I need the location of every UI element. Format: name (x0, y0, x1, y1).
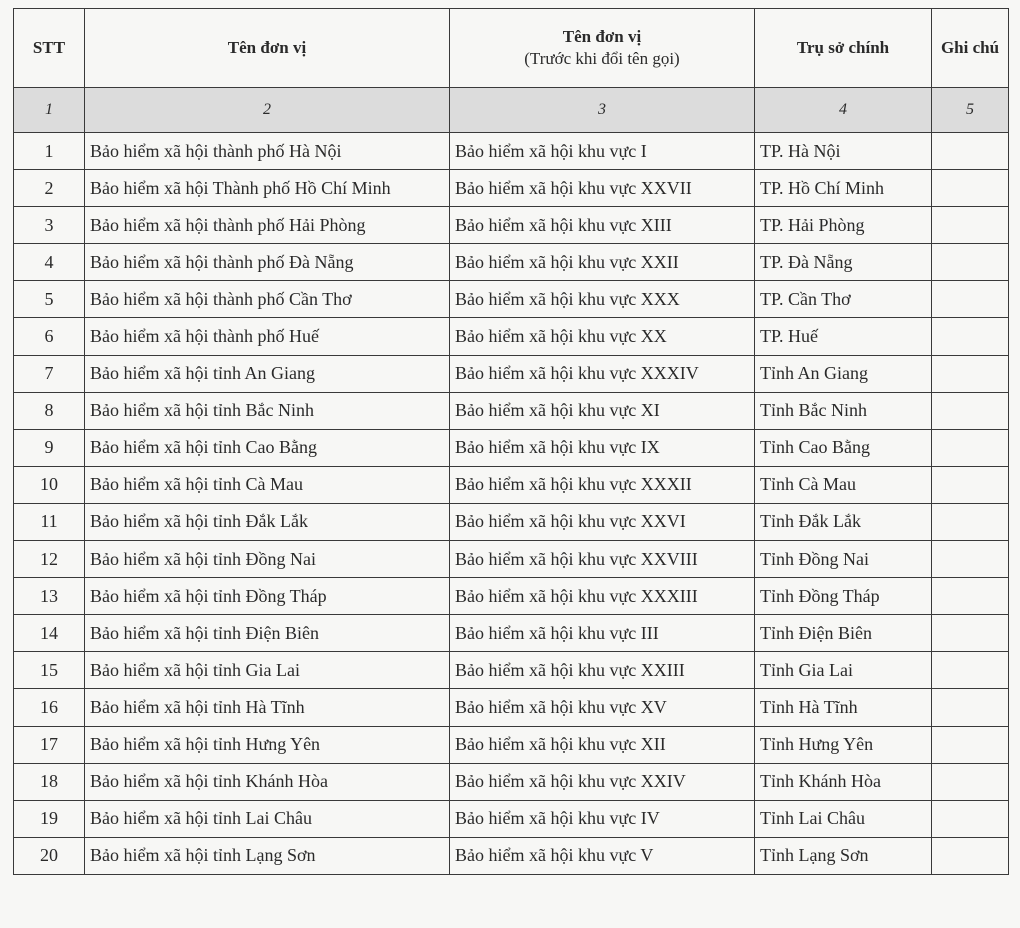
table-row (14, 726, 1009, 763)
cell-old-unit-name: Bảo hiểm xã hội khu vực XXX (450, 281, 755, 318)
unit-table (13, 8, 1009, 875)
cell-old-unit-name: Bảo hiểm xã hội khu vực XXVII (450, 170, 755, 207)
cell-stt: 3 (14, 207, 85, 244)
header-old-unit-name-title: Tên đơn vị (562, 27, 642, 46)
cell-stt: 17 (14, 726, 85, 763)
cell-stt: 12 (14, 541, 85, 578)
cell-unit-name: Bảo hiểm xã hội thành phố Đà Nẵng (85, 244, 450, 281)
table-row (14, 207, 1009, 244)
cell-old-unit-name: Bảo hiểm xã hội khu vực XI (450, 392, 755, 429)
cell-old-unit-name: Bảo hiểm xã hội khu vực XV (450, 689, 755, 726)
table-row (14, 244, 1009, 281)
table-row (14, 170, 1009, 207)
cell-notes (932, 281, 1009, 318)
cell-notes (932, 541, 1009, 578)
table-row (14, 392, 1009, 429)
cell-old-unit-name: Bảo hiểm xã hội khu vực XXII (450, 244, 755, 281)
table-row (14, 763, 1009, 800)
cell-old-unit-name: Bảo hiểm xã hội khu vực I (450, 133, 755, 170)
cell-old-unit-name: Bảo hiểm xã hội khu vực III (450, 615, 755, 652)
cell-old-unit-name: Bảo hiểm xã hội khu vực XXVIII (450, 541, 755, 578)
column-index: 2 (85, 88, 450, 133)
cell-old-unit-name: Bảo hiểm xã hội khu vực XXIII (450, 652, 755, 689)
cell-notes (932, 244, 1009, 281)
cell-notes (932, 578, 1009, 615)
table-row (14, 281, 1009, 318)
cell-notes (932, 170, 1009, 207)
cell-headquarters: Tỉnh Đắk Lắk (755, 503, 932, 540)
cell-old-unit-name: Bảo hiểm xã hội khu vực XXXIII (450, 578, 755, 615)
header-notes: Ghi chú (932, 9, 1009, 88)
cell-headquarters: Tỉnh Đồng Tháp (755, 578, 932, 615)
cell-stt: 7 (14, 355, 85, 392)
cell-unit-name: Bảo hiểm xã hội tỉnh Cao Bằng (85, 429, 450, 466)
cell-old-unit-name: Bảo hiểm xã hội khu vực XII (450, 726, 755, 763)
cell-stt: 16 (14, 689, 85, 726)
header-stt: STT (14, 9, 85, 88)
cell-stt: 11 (14, 503, 85, 540)
cell-unit-name: Bảo hiểm xã hội tỉnh Lạng Sơn (85, 837, 450, 874)
cell-unit-name: Bảo hiểm xã hội tỉnh An Giang (85, 355, 450, 392)
cell-stt: 18 (14, 763, 85, 800)
cell-headquarters: Tỉnh Điện Biên (755, 615, 932, 652)
cell-headquarters: Tỉnh Hà Tĩnh (755, 689, 932, 726)
cell-unit-name: Bảo hiểm xã hội Thành phố Hồ Chí Minh (85, 170, 450, 207)
cell-notes (932, 763, 1009, 800)
cell-notes (932, 689, 1009, 726)
table-row (14, 355, 1009, 392)
header-old-unit-name (450, 9, 755, 88)
cell-notes (932, 429, 1009, 466)
cell-old-unit-name: Bảo hiểm xã hội khu vực XXXII (450, 466, 755, 503)
cell-stt: 4 (14, 244, 85, 281)
cell-notes (932, 355, 1009, 392)
cell-unit-name: Bảo hiểm xã hội thành phố Hà Nội (85, 133, 450, 170)
cell-unit-name: Bảo hiểm xã hội tỉnh Đồng Nai (85, 541, 450, 578)
cell-stt: 10 (14, 466, 85, 503)
cell-headquarters: TP. Cần Thơ (755, 281, 932, 318)
column-index: 5 (932, 88, 1009, 133)
column-index: 4 (755, 88, 932, 133)
cell-notes (932, 726, 1009, 763)
cell-headquarters: Tỉnh Khánh Hòa (755, 763, 932, 800)
table-row (14, 837, 1009, 874)
cell-notes (932, 466, 1009, 503)
table-row (14, 503, 1009, 540)
header-row (14, 9, 1009, 88)
cell-headquarters: Tỉnh Đồng Nai (755, 541, 932, 578)
cell-notes (932, 652, 1009, 689)
cell-headquarters: TP. Hà Nội (755, 133, 932, 170)
cell-headquarters: Tỉnh Lạng Sơn (755, 837, 932, 874)
cell-unit-name: Bảo hiểm xã hội tỉnh Cà Mau (85, 466, 450, 503)
cell-notes (932, 615, 1009, 652)
cell-unit-name: Bảo hiểm xã hội tỉnh Hưng Yên (85, 726, 450, 763)
cell-stt: 14 (14, 615, 85, 652)
cell-unit-name: Bảo hiểm xã hội tỉnh Điện Biên (85, 615, 450, 652)
cell-old-unit-name: Bảo hiểm xã hội khu vực IV (450, 800, 755, 837)
cell-unit-name: Bảo hiểm xã hội tỉnh Khánh Hòa (85, 763, 450, 800)
table-row (14, 578, 1009, 615)
cell-notes (932, 503, 1009, 540)
column-index: 3 (450, 88, 755, 133)
cell-headquarters: Tỉnh Hưng Yên (755, 726, 932, 763)
cell-stt: 8 (14, 392, 85, 429)
cell-stt: 19 (14, 800, 85, 837)
cell-stt: 20 (14, 837, 85, 874)
cell-stt: 1 (14, 133, 85, 170)
table-row (14, 652, 1009, 689)
cell-unit-name: Bảo hiểm xã hội tỉnh Bắc Ninh (85, 392, 450, 429)
cell-unit-name: Bảo hiểm xã hội tỉnh Lai Châu (85, 800, 450, 837)
header-old-unit-name-subtitle: (Trước khi đổi tên gọi) (524, 49, 680, 68)
cell-notes (932, 800, 1009, 837)
cell-old-unit-name: Bảo hiểm xã hội khu vực XXIV (450, 763, 755, 800)
cell-stt: 5 (14, 281, 85, 318)
cell-headquarters: Tỉnh Bắc Ninh (755, 392, 932, 429)
table-row (14, 429, 1009, 466)
table-row (14, 318, 1009, 355)
cell-unit-name: Bảo hiểm xã hội tỉnh Hà Tĩnh (85, 689, 450, 726)
cell-headquarters: TP. Huế (755, 318, 932, 355)
cell-stt: 2 (14, 170, 85, 207)
table-row (14, 615, 1009, 652)
table-row (14, 466, 1009, 503)
cell-headquarters: Tỉnh Gia Lai (755, 652, 932, 689)
header-unit-name: Tên đơn vị (85, 9, 450, 88)
cell-unit-name: Bảo hiểm xã hội tỉnh Gia Lai (85, 652, 450, 689)
cell-notes (932, 207, 1009, 244)
cell-old-unit-name: Bảo hiểm xã hội khu vực XX (450, 318, 755, 355)
cell-stt: 15 (14, 652, 85, 689)
cell-stt: 13 (14, 578, 85, 615)
cell-unit-name: Bảo hiểm xã hội thành phố Huế (85, 318, 450, 355)
table-row (14, 800, 1009, 837)
cell-headquarters: Tỉnh Cà Mau (755, 466, 932, 503)
cell-stt: 6 (14, 318, 85, 355)
cell-notes (932, 837, 1009, 874)
cell-headquarters: Tỉnh Lai Châu (755, 800, 932, 837)
cell-notes (932, 133, 1009, 170)
cell-headquarters: TP. Hồ Chí Minh (755, 170, 932, 207)
cell-unit-name: Bảo hiểm xã hội thành phố Cần Thơ (85, 281, 450, 318)
cell-notes (932, 318, 1009, 355)
cell-notes (932, 392, 1009, 429)
header-headquarters: Trụ sở chính (755, 9, 932, 88)
table-row (14, 541, 1009, 578)
cell-headquarters: Tỉnh An Giang (755, 355, 932, 392)
cell-stt: 9 (14, 429, 85, 466)
cell-headquarters: TP. Đà Nẵng (755, 244, 932, 281)
cell-unit-name: Bảo hiểm xã hội tỉnh Đắk Lắk (85, 503, 450, 540)
cell-old-unit-name: Bảo hiểm xã hội khu vực XIII (450, 207, 755, 244)
cell-unit-name: Bảo hiểm xã hội tỉnh Đồng Tháp (85, 578, 450, 615)
table-row (14, 133, 1009, 170)
table-row (14, 689, 1009, 726)
cell-unit-name: Bảo hiểm xã hội thành phố Hải Phòng (85, 207, 450, 244)
column-index: 1 (14, 88, 85, 133)
cell-headquarters: TP. Hải Phòng (755, 207, 932, 244)
cell-old-unit-name: Bảo hiểm xã hội khu vực XXVI (450, 503, 755, 540)
column-index-row (14, 88, 1009, 133)
cell-headquarters: Tỉnh Cao Bằng (755, 429, 932, 466)
cell-old-unit-name: Bảo hiểm xã hội khu vực XXXIV (450, 355, 755, 392)
cell-old-unit-name: Bảo hiểm xã hội khu vực IX (450, 429, 755, 466)
cell-old-unit-name: Bảo hiểm xã hội khu vực V (450, 837, 755, 874)
